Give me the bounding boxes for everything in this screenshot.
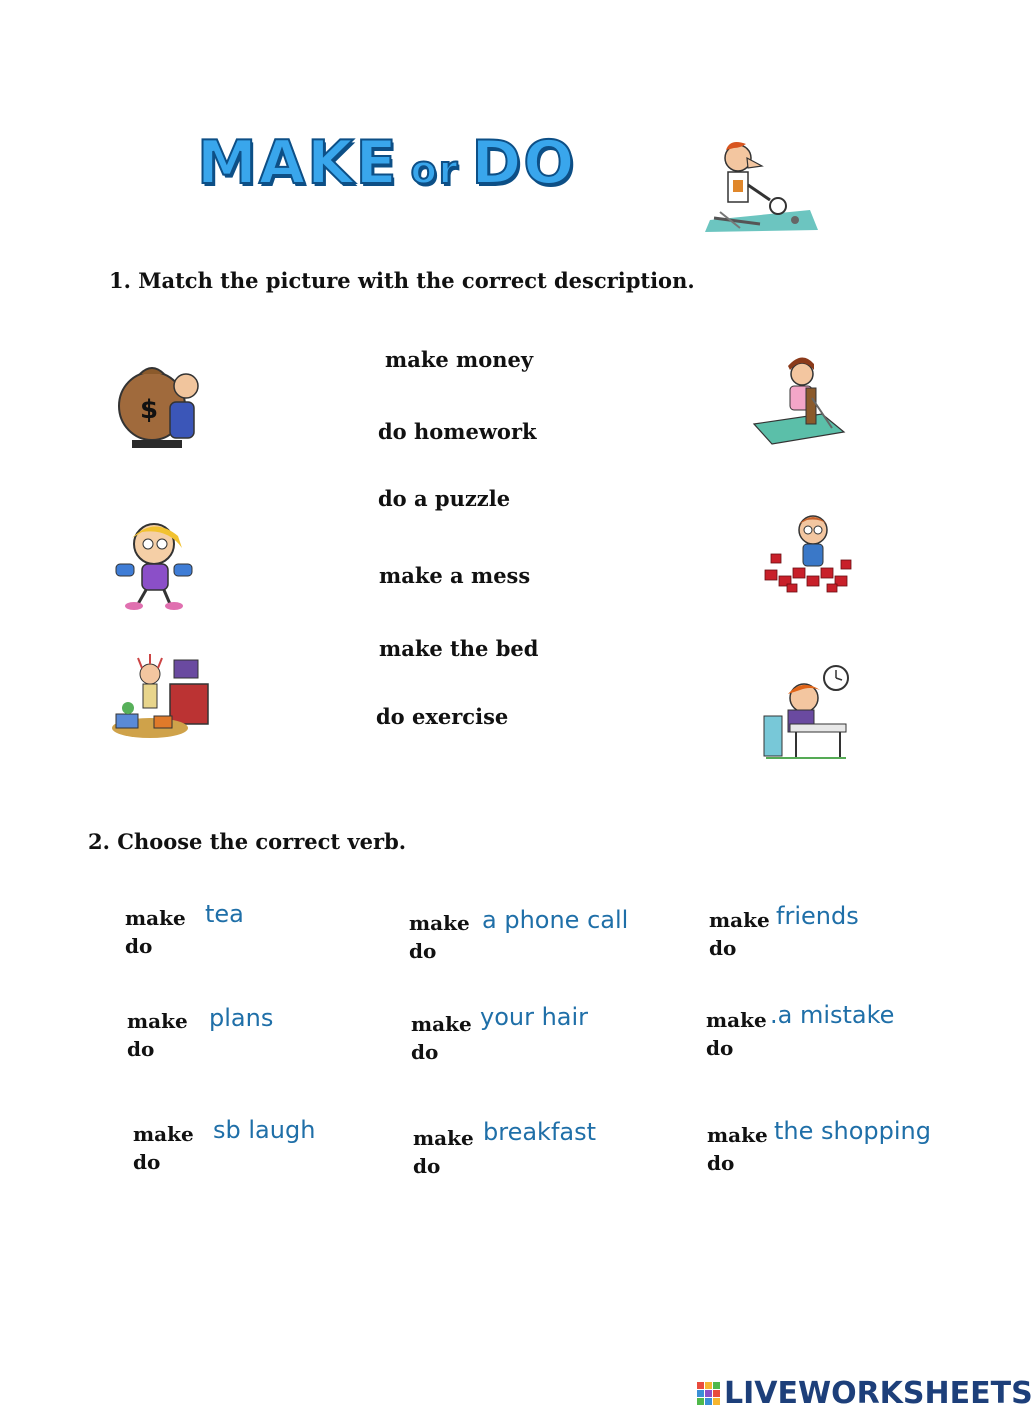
option-make[interactable]: make — [125, 906, 186, 930]
option-make[interactable]: make — [413, 1126, 474, 1150]
verb-choice-friends — [709, 906, 770, 962]
verb-choice-your-hair — [411, 1010, 472, 1066]
phrase-do-a-puzzle[interactable]: do a puzzle — [378, 486, 511, 511]
logo-grid-icon — [697, 1382, 721, 1406]
verb-choice-phone-call — [409, 909, 470, 965]
item-breakfast: breakfast — [483, 1118, 597, 1146]
option-make[interactable]: make — [127, 1009, 188, 1033]
option-do[interactable]: do — [709, 936, 737, 960]
option-make[interactable]: make — [709, 908, 770, 932]
phrase-do-homework[interactable]: do homework — [378, 419, 537, 444]
option-do[interactable]: do — [409, 939, 437, 963]
option-make[interactable]: make — [133, 1122, 194, 1146]
verb-choice-plans — [127, 1007, 188, 1063]
title-or: or — [410, 148, 460, 192]
boy-doing-homework-illustration — [760, 664, 855, 764]
option-make[interactable]: make — [707, 1123, 768, 1147]
exercise-2-heading: 2. Choose the correct verb. — [88, 829, 407, 854]
item-a-phone-call: a phone call — [482, 906, 629, 934]
item-a-mistake: .a mistake — [770, 1001, 895, 1029]
option-do[interactable]: do — [411, 1040, 439, 1064]
liveworksheets-logo — [697, 1376, 1033, 1410]
phrase-do-exercise[interactable]: do exercise — [376, 704, 509, 729]
option-do[interactable]: do — [413, 1154, 441, 1178]
boy-doing-puzzle-illustration — [757, 510, 862, 595]
verb-choice-breakfast — [413, 1124, 474, 1180]
verb-choice-the-shopping — [707, 1121, 768, 1177]
phrase-make-money[interactable]: make money — [385, 347, 534, 372]
money-bag-man-illustration — [112, 358, 207, 450]
option-make[interactable]: make — [409, 911, 470, 935]
title-do: DO — [471, 128, 577, 198]
worksheet-title — [197, 128, 627, 228]
messy-room-illustration — [110, 650, 215, 740]
phrase-make-the-bed[interactable]: make the bed — [379, 636, 539, 661]
verb-choice-a-mistake — [706, 1006, 767, 1062]
option-do[interactable]: do — [133, 1150, 161, 1174]
woman-making-bed-illustration — [752, 358, 847, 446]
verb-choice-tea — [125, 904, 186, 960]
repairman-illustration — [700, 140, 825, 235]
item-tea: tea — [205, 900, 244, 928]
option-do[interactable]: do — [706, 1036, 734, 1060]
item-sb-laugh: sb laugh — [213, 1116, 316, 1144]
option-do[interactable]: do — [127, 1037, 155, 1061]
option-do[interactable]: do — [707, 1151, 735, 1175]
logo-text: LIVEWORKSHEETS — [724, 1376, 1033, 1411]
verb-choice-sb-laugh — [133, 1120, 194, 1176]
girl-exercising-illustration — [112, 518, 197, 610]
option-make[interactable]: make — [411, 1012, 472, 1036]
item-the-shopping: the shopping — [774, 1117, 931, 1145]
exercise-1-heading: 1. Match the picture with the correct description. — [109, 268, 695, 293]
option-do[interactable]: do — [125, 934, 153, 958]
phrase-make-a-mess[interactable]: make a mess — [379, 563, 531, 588]
item-your-hair: your hair — [480, 1003, 589, 1031]
item-plans: plans — [209, 1004, 274, 1032]
item-friends: friends — [776, 902, 859, 930]
option-make[interactable]: make — [706, 1008, 767, 1032]
title-make: MAKE — [197, 128, 399, 198]
svg-text:$: $ — [140, 395, 159, 425]
